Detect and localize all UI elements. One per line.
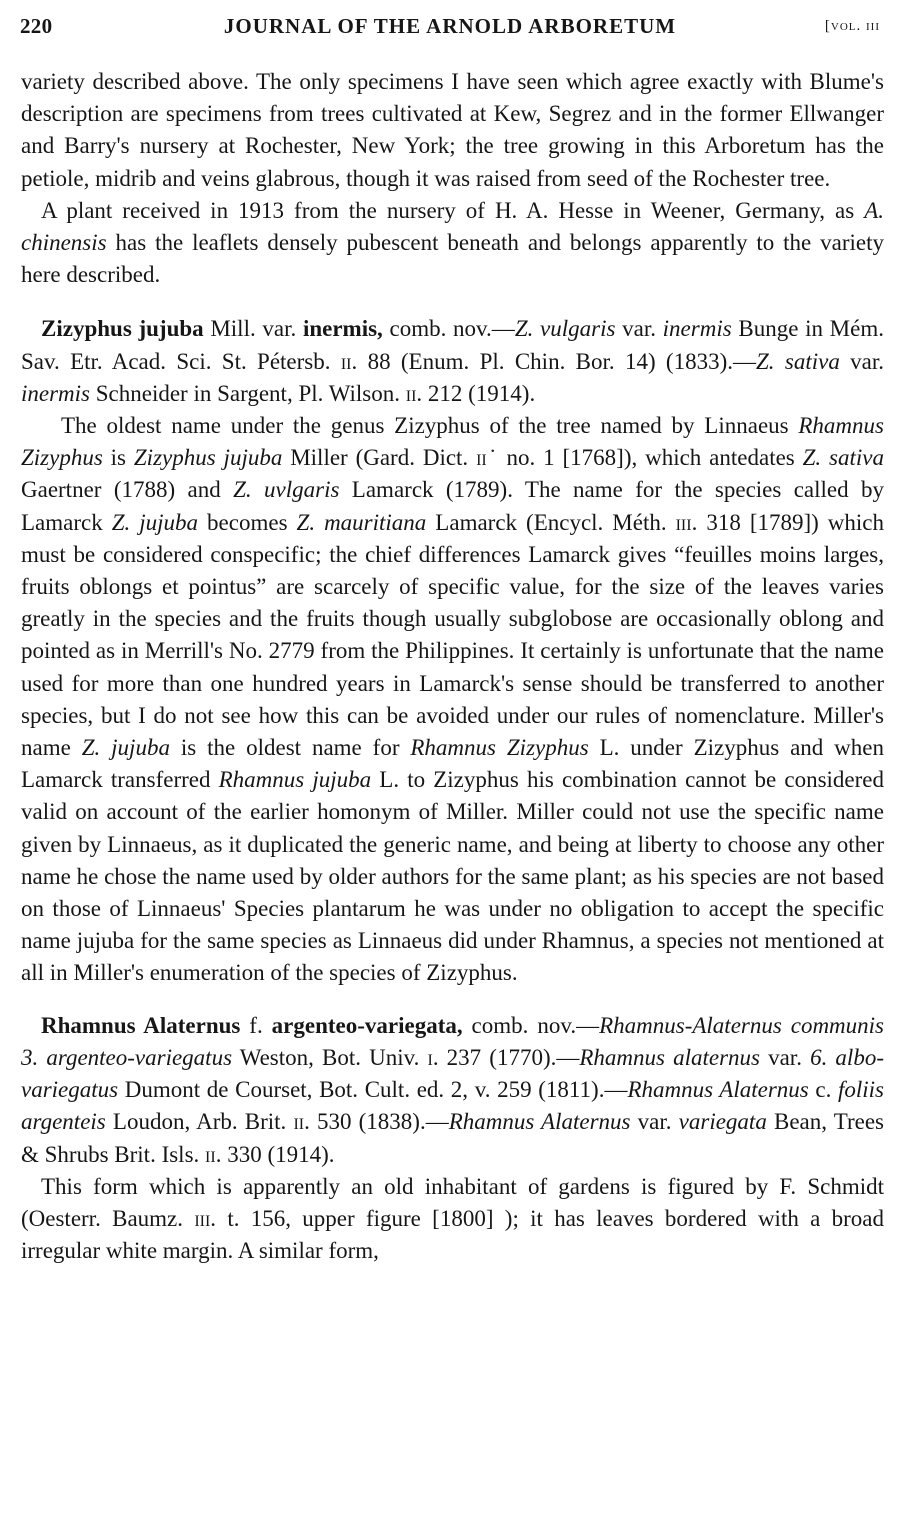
- paragraph-hesse-plant: A plant received in 1913 from the nursery of H. A. Hesse in Weener, Germany, as A. chinensis has the leaflets densely pubescent beneath and belongs apparently to the variety here described.: [21, 197, 884, 288]
- volume-label: [vol. iii: [824, 18, 880, 34]
- running-header: [0, 14, 900, 46]
- paragraph-schmidt-form: This form which is apparently an old inhabitant of gardens is figured by F. Schmidt (Oesterr. Baumz. iii. t. 156, upper figure [1800] ); it has leaves bordered with a broad irregular white margin. A similar form,: [21, 1173, 884, 1264]
- paragraph-oldest-name: The oldest name under the genus Zizyphus of the tree named by Linnaeus Rhamnus Zizyphus is Zizyphus jujuba Miller (Gard. Dict. ii˙ no. 1 [1768]), which antedates Z. sativa Gaertner (1788) and Z. uvlgaris Lamarck (1789). The name for the species called by Lamarck Z. jujuba becomes Z. mauritiana Lamarck (Encycl. Méth. iii. 318 [1789]) which must be considered conspecific; the chief differences Lamarck gives “feuilles moins larges, fruits oblongs et pointus” are scarcely of specific value, for the size of the leaves varies greatly in the species and the fruits though usually subglobose are occasionally oblong and pointed as in Merrill's No. 2779 from the Philippines. It certainly is unfortunate that the name used for more than one hundred years in Lamarck's sense should be transferred to another species, but I do not see how this can be avoided under our rules of nomenclature. Miller's name Z. jujuba is the oldest name for Rhamnus Zizyphus L. under Zizyphus and when Lamarck transferred Rhamnus jujuba L. to Zizyphus his combination cannot be considered valid on account of the earlier homonym of Miller. Miller could not use the specific name given by Linnaeus, as it duplicated the generic name, and being at liberty to choose any other name he chose the name used by older authors for the same plant; as his species are not based on those of Linnaeus' Species plantarum he was under no obligation to accept the specific name jujuba for the same species as Linnaeus did under Rhamnus, a species not mentioned at all in Miller's enumeration of the species of Zizyphus.: [21, 413, 885, 986]
- entry-rhamnus-alaternus: Rhamnus Alaternus f. argenteo-variegata, comb. nov.—Rhamnus-Alaternus communis 3. argenteo-variegatus Weston, Bot. Univ. i. 237 (1770).—Rhamnus alaternus var. 6. albo-variegatus Dumont de Courset, Bot. Cult. ed. 2, v. 259 (1811).—Rhamnus Alaternus c. foliis argenteis Loudon, Arb. Brit. ii. 530 (1838).—Rhamnus Alaternus var. variegata Bean, Trees & Shrubs Brit. Isls. ii. 330 (1914).: [21, 1012, 885, 1167]
- paragraph-continuation: variety described above. The only specimens I have seen which agree exactly with Blume's description are specimens from trees cultivated at Kew, Segrez and in the former Ellwanger and Barry's nursery at Rochester, New York; the tree growing in this Arboretum has the petiole, midrib and veins glabrous, though it was raised from seed of the Rochester tree.: [21, 69, 884, 191]
- article-body: [21, 66, 884, 1267]
- entry-zizyphus-jujuba: Zizyphus jujuba Mill. var. inermis, comb. nov.—Z. vulgaris var. inermis Bunge in Mém. Sav. Etr. Acad. Sci. St. Pétersb. ii. 88 (Enum. Pl. Chin. Bor. 14) (1833).—Z. sativa var. inermis Schneider in Sargent, Pl. Wilson. ii. 212 (1914).: [21, 316, 885, 406]
- journal-title: JOURNAL OF THE ARNOLD ARBORETUM: [223, 14, 677, 38]
- page-number: 220: [20, 14, 53, 38]
